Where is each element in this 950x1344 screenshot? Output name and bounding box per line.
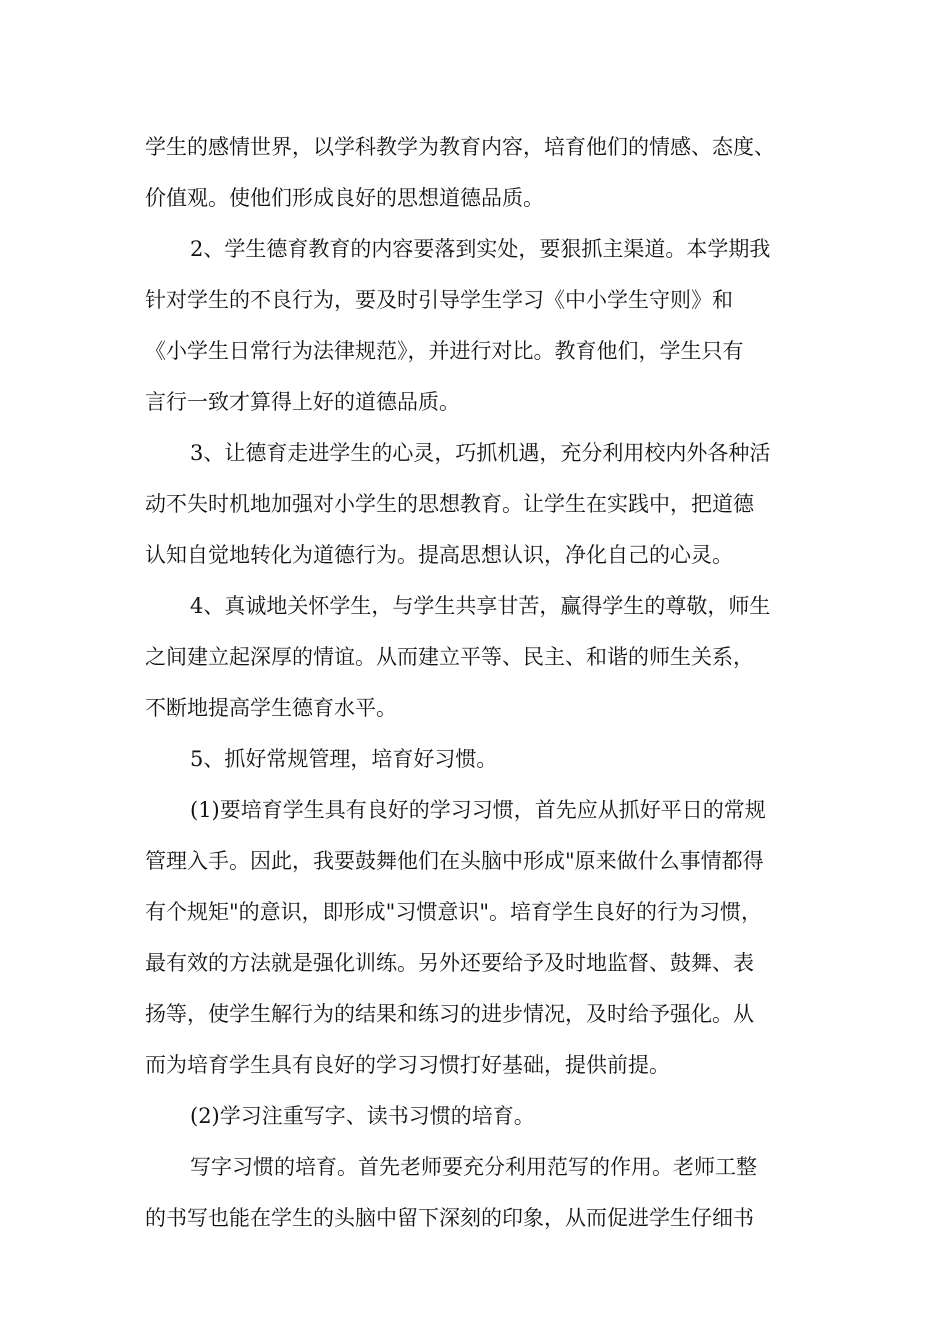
text-line: 言行一致才算得上好的道德品质。 — [145, 390, 460, 414]
text-line: 学生的感情世界，以学科教学为教育内容，培育他们的情感、态度、 — [145, 135, 775, 159]
paragraph-3-start: 3、让德育走进学生的心灵，巧抓机遇，充分利用校内外各种活 — [190, 441, 771, 465]
paragraph-4-start: 4、真诚地关怀学生，与学生共享甘苦，赢得学生的尊敬，师生 — [190, 594, 771, 618]
paragraph-5-heading: 5、抓好常规管理，培育好习惯。 — [190, 747, 498, 771]
subsection-2-heading: (2)学习注重写字、读书习惯的培育。 — [190, 1104, 535, 1128]
subsection-1-start: (1)要培育学生具有良好的学习习惯，首先应从抓好平日的常规 — [190, 798, 766, 822]
text-line: 扬等，使学生解行为的结果和练习的进步情况，及时给予强化。从 — [145, 1002, 754, 1026]
paragraph-writing-start: 写字习惯的培育。首先老师要充分利用范写的作用。老师工整 — [190, 1155, 757, 1179]
text-line: 针对学生的不良行为，要及时引导学生学习《中小学生守则》和 — [145, 288, 733, 312]
text-line: 价值观。使他们形成良好的思想道德品质。 — [145, 186, 544, 210]
text-line: 之间建立起深厚的情谊。从而建立平等、民主、和谐的师生关系， — [145, 645, 754, 669]
text-line: 最有效的方法就是强化训练。另外还要给予及时地监督、鼓舞、表 — [145, 951, 754, 975]
text-line: 不断地提高学生德育水平。 — [145, 696, 397, 720]
text-line: 有个规矩"的意识，即形成"习惯意识"。培育学生良好的行为习惯， — [145, 900, 762, 924]
text-line: 而为培育学生具有良好的学习习惯打好基础，提供前提。 — [145, 1053, 670, 1077]
text-line: 动不失时机地加强对小学生的思想教育。让学生在实践中，把道德 — [145, 492, 754, 516]
text-line: 《小学生日常行为法律规范》，并进行对比。教育他们，学生只有 — [145, 339, 744, 363]
text-line: 的书写也能在学生的头脑中留下深刻的印象，从而促进学生仔细书 — [145, 1206, 754, 1230]
paragraph-2-start: 2、学生德育教育的内容要落到实处，要狠抓主渠道。本学期我 — [190, 237, 771, 261]
text-line: 认知自觉地转化为道德行为。提高思想认识，净化自己的心灵。 — [145, 543, 733, 567]
text-line: 管理入手。因此，我要鼓舞他们在头脑中形成"原来做什么事情都得 — [145, 849, 764, 873]
